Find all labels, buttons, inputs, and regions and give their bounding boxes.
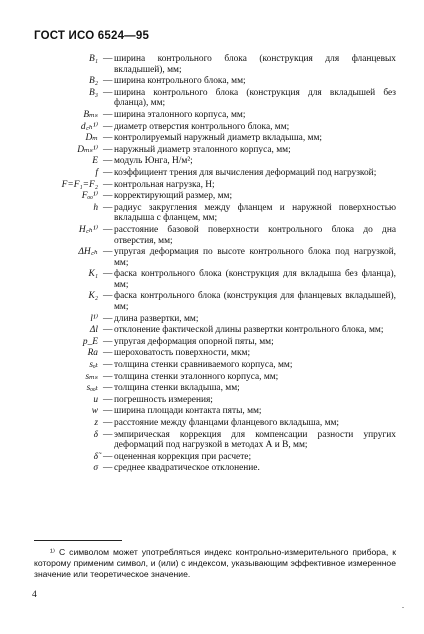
definition-symbol: Ra — [87, 348, 98, 359]
definition-row — [28, 348, 396, 359]
definition-dash: — — [103, 54, 113, 64]
definition-dash: — — [103, 291, 113, 302]
definition-dash: — — [103, 121, 113, 132]
definition-row — [28, 156, 396, 167]
definition-row — [28, 203, 396, 224]
definition-symbol: sₘₛ — [85, 371, 98, 382]
definition-row — [28, 463, 396, 474]
definition-text: ширина площади контакта пяты, мм; — [114, 406, 262, 417]
definition-dash: — — [103, 247, 113, 258]
definition-symbol: h — [93, 202, 98, 213]
definition-text: коэффициент трения для вычисления деформаций под нагрузкой; — [114, 167, 377, 178]
definition-symbol: l¹⁾ — [90, 313, 98, 324]
definition-dash: — — [103, 76, 113, 87]
definition-text: расстояние базовой поверхности контрольного блока до дна отверстия, мм; — [114, 224, 396, 246]
definition-dash: — — [103, 224, 113, 235]
definition-symbol: Δl — [89, 325, 98, 336]
definition-row — [28, 133, 396, 144]
definition-text: упругая деформация опорной пяты, мм; — [114, 336, 274, 347]
definition-symbol: sₒₒₜ — [86, 383, 98, 394]
definition-symbol: z — [94, 418, 98, 428]
definition-row — [28, 314, 396, 325]
definition-row — [28, 452, 396, 463]
definition-row — [28, 225, 396, 246]
definition-symbol: B₃ — [89, 87, 98, 98]
definition-symbol: B₁ — [89, 54, 98, 64]
definition-text: толщина стенки сравниваемого корпуса, мм; — [114, 360, 293, 371]
definition-symbol: Dₘₛ¹⁾ — [77, 144, 98, 155]
definition-symbol: K₁ — [88, 269, 98, 280]
definition-dash: — — [103, 429, 113, 440]
definition-symbol: f — [95, 167, 98, 178]
definition-row — [28, 372, 396, 383]
definition-text: ширина контрольного блока (конструкция для вкладышей без фланца), мм; — [114, 87, 396, 109]
definition-symbol: K₂ — [88, 291, 98, 302]
definition-text: эмпирическая коррекция для компенсации разности упругих деформаций под нагрузкой в методах А и В, мм; — [114, 429, 396, 451]
definition-text: фаска контрольного блока (конструкция для фланцевых вкладышей), мм; — [114, 291, 396, 313]
definition-symbol: δ — [93, 429, 98, 440]
definition-dash: — — [103, 336, 113, 347]
definition-row — [28, 269, 396, 290]
definition-symbol: F=F₁=F₂ — [61, 179, 98, 190]
definition-text: расстояние между фланцами фланцевого вкладыша, мм; — [114, 418, 340, 428]
definition-text: ширина эталонного корпуса, мм; — [114, 109, 246, 120]
definition-symbol: δ̃ — [93, 451, 98, 462]
definition-symbol: u — [93, 394, 98, 405]
definition-dash: — — [103, 167, 113, 178]
definition-dash: — — [103, 371, 113, 382]
definition-row — [28, 180, 396, 191]
definition-symbol: E — [92, 156, 98, 167]
definition-row — [28, 430, 396, 451]
definition-text: диаметр отверстия контрольного блока, мм; — [114, 121, 290, 132]
definition-symbol: H꜀ₕ¹⁾ — [78, 224, 98, 235]
definition-symbol: Bₘₛ — [83, 109, 98, 120]
definition-row — [28, 247, 396, 268]
definition-dash: — — [103, 269, 113, 280]
definition-text: модуль Юнга, Н/м²; — [114, 156, 193, 167]
definition-dash: — — [103, 394, 113, 405]
page-number: 4 — [32, 590, 37, 600]
definition-dash: — — [103, 360, 113, 371]
definition-row — [28, 337, 396, 348]
definition-text: толщина стенки вкладыша, мм; — [114, 383, 240, 394]
document-header: ГОСТ ИСО 6524—95 — [34, 30, 150, 42]
definition-dash: — — [103, 133, 113, 144]
footnote-divider — [34, 540, 122, 541]
definition-row — [28, 145, 396, 156]
definition-dash: — — [103, 202, 113, 213]
definition-dash: — — [103, 325, 113, 336]
definition-dash: — — [103, 313, 113, 324]
definition-text: контролируемый наружный диаметр вкладыша, мм; — [114, 133, 322, 144]
definition-text: длина развертки, мм; — [114, 313, 199, 324]
definition-text: наружный диаметр эталонного корпуса, мм; — [114, 144, 291, 155]
definition-symbol: d꜀ₕ¹⁾ — [80, 121, 98, 132]
definition-symbol: ΔH꜀ₕ — [78, 247, 98, 258]
definition-text: радиус закругления между фланцем и наружной поверхностью вкладыша с фланцем, мм; — [114, 202, 396, 224]
definition-row — [28, 291, 396, 312]
definition-text: шероховатость поверхности, мкм; — [114, 348, 251, 359]
definition-text: корректирующий размер, мм; — [114, 191, 233, 202]
definition-text: ширина контрольного блока, мм; — [114, 76, 246, 87]
definition-text: контрольная нагрузка, Н; — [114, 179, 215, 190]
definition-symbol: B₂ — [89, 76, 98, 87]
definition-dash: — — [103, 87, 113, 98]
definition-symbol: sₒₜ — [89, 360, 98, 371]
page-speck: . — [402, 601, 404, 610]
definition-row — [28, 325, 396, 336]
definition-dash: — — [103, 463, 113, 474]
definition-text: толщина стенки эталонного корпуса, мм; — [114, 371, 279, 382]
definition-text: погрешность измерения; — [114, 394, 213, 405]
definition-dash: — — [103, 383, 113, 394]
definition-symbol: w — [91, 406, 98, 417]
definition-dash: — — [103, 406, 113, 417]
definition-row — [28, 360, 396, 371]
definition-dash: — — [103, 348, 113, 359]
definition-dash: — — [103, 191, 113, 202]
definition-row — [28, 110, 396, 121]
definition-text: упругая деформация по высоте контрольного блока под нагрузкой, мм; — [114, 247, 396, 268]
definition-text: отклонение фактической длины развертки контрольного блока, мм; — [114, 325, 384, 336]
definition-row — [28, 395, 396, 406]
definition-row — [28, 383, 396, 394]
definition-text: фаска контрольного блока (конструкция для вкладыша без фланца), мм; — [114, 269, 396, 290]
definition-row — [28, 191, 396, 202]
definition-symbol: p_E — [82, 336, 98, 347]
definition-row — [28, 406, 396, 417]
definition-row — [28, 168, 396, 179]
definition-dash: — — [103, 156, 113, 167]
definition-dash: — — [103, 109, 113, 120]
definition-text: ширина контрольного блока (конструкция для фланцевых вкладышей), мм; — [114, 54, 396, 75]
definition-dash: — — [103, 418, 113, 428]
definition-row — [28, 76, 396, 87]
definition-symbol: Fₒₒ¹⁾ — [81, 191, 98, 202]
definition-dash: — — [103, 451, 113, 462]
definition-text: оцененная коррекция при расчете; — [114, 451, 252, 462]
footnote: ¹⁾ С символом может употребляться индекс контрольно-измерительного прибора, к которому применим символ, и (или) с индексом, указывающим эффективное измеренное значение или теоретическое значение. — [34, 547, 396, 579]
definition-symbol: Dₘ — [85, 133, 98, 144]
symbol-definitions-list — [28, 54, 396, 475]
definition-row — [28, 418, 396, 429]
definition-symbol: σ — [93, 463, 98, 474]
definition-dash: — — [103, 144, 113, 155]
definition-text: среднее квадратическое отклонение. — [114, 463, 260, 474]
definition-dash: — — [103, 179, 113, 190]
definition-row — [28, 122, 396, 133]
definition-row — [28, 54, 396, 75]
definition-row — [28, 88, 396, 109]
